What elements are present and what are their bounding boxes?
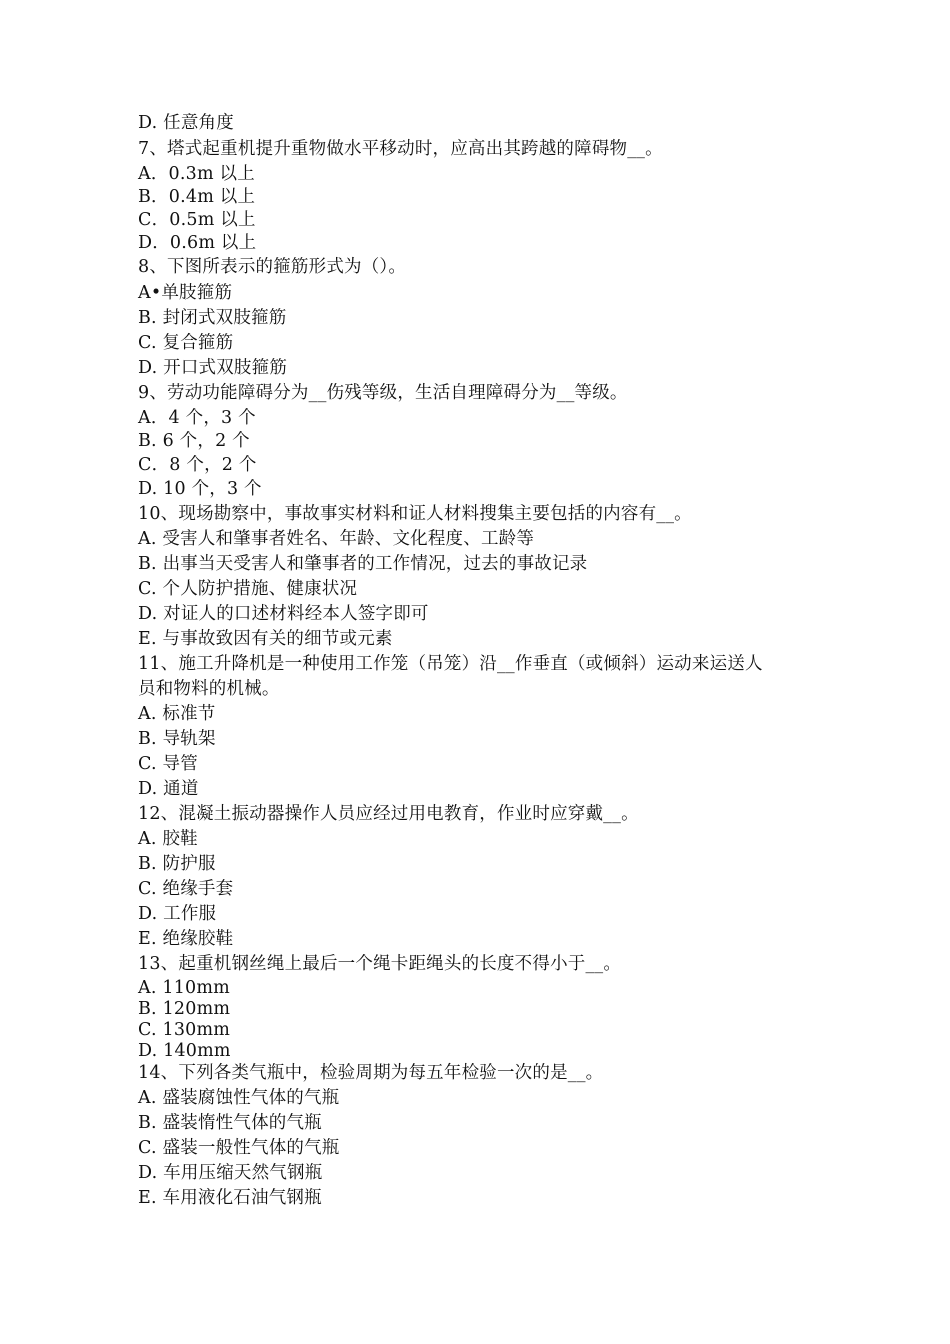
option-d-q14: D. 车用压缩天然气钢瓶 <box>138 1163 323 1183</box>
option-d-q7: D．0.6m 以上 <box>138 233 257 253</box>
option-b-q7: B．0.4m 以上 <box>138 187 256 207</box>
option-a-q10: A. 受害人和肇事者姓名、年龄、文化程度、工龄等 <box>138 529 535 549</box>
option-a-q8: A•单肢箍筋 <box>138 283 233 303</box>
option-c-q8: C. 复合箍筋 <box>138 333 234 353</box>
option-c-q9: C．8 个，2 个 <box>138 455 257 475</box>
question-8: 8、下图所表示的箍筋形式为（）。 <box>138 257 407 277</box>
option-d-q12: D. 工作服 <box>138 904 217 924</box>
option-c-q12: C. 绝缘手套 <box>138 879 234 899</box>
question-13: 13、起重机钢丝绳上最后一个绳卡距绳头的长度不得小于__。 <box>138 954 622 974</box>
option-e-q12: E. 绝缘胶鞋 <box>138 929 234 949</box>
option-b-q13: B. 120mm <box>138 999 231 1019</box>
option-c-q10: C. 个人防护措施、健康状况 <box>138 579 358 599</box>
option-d-q13: D. 140mm <box>138 1041 231 1061</box>
option-c-q13: C. 130mm <box>138 1020 231 1040</box>
option-e-q14: E. 车用液化石油气钢瓶 <box>138 1188 322 1208</box>
question-14: 14、下列各类气瓶中，检验周期为每五年检验一次的是__。 <box>138 1063 604 1083</box>
question-10: 10、现场勘察中，事故事实材料和证人材料搜集主要包括的内容有__。 <box>138 504 692 524</box>
option-c-q14: C. 盛装一般性气体的气瓶 <box>138 1138 340 1158</box>
option-b-q12: B. 防护服 <box>138 854 216 874</box>
option-a-q7: A．0.3m 以上 <box>138 164 255 184</box>
option-b-q8: B. 封闭式双肢箍筋 <box>138 308 287 328</box>
option-b-q11: B. 导轨架 <box>138 729 216 749</box>
option-b-q9: B. 6 个，2 个 <box>138 431 250 451</box>
option-d-q11: D. 通道 <box>138 779 199 799</box>
option-d-q9: D. 10 个，3 个 <box>138 479 262 499</box>
option-a-q12: A. 胶鞋 <box>138 829 198 849</box>
option-a-q9: A．4 个，3 个 <box>138 408 256 428</box>
option-b-q10: B. 出事当天受害人和肇事者的工作情况，过去的事故记录 <box>138 554 588 574</box>
option-e-q10: E. 与事故致因有关的细节或元素 <box>138 629 393 649</box>
option-a-q13: A. 110mm <box>138 978 230 998</box>
option-a-q11: A. 标准节 <box>138 704 216 724</box>
question-11: 11、施工升降机是一种使用工作笼（吊笼）沿__作垂直（或倾斜）运动来运送人 <box>138 654 763 674</box>
option-b-q14: B. 盛装惰性气体的气瓶 <box>138 1113 322 1133</box>
option-c-q11: C. 导管 <box>138 754 198 774</box>
option-d-q6: D. 任意角度 <box>138 113 234 133</box>
question-12: 12、混凝土振动器操作人员应经过用电教育，作业时应穿戴__。 <box>138 804 639 824</box>
question-9: 9、劳动功能障碍分为__伤残等级，生活自理障碍分为__等级。 <box>138 383 628 403</box>
option-d-q8: D. 开口式双肢箍筋 <box>138 358 288 378</box>
option-d-q10: D. 对证人的口述材料经本人签字即可 <box>138 604 429 624</box>
option-c-q7: C．0.5m 以上 <box>138 210 256 230</box>
question-7: 7、塔式起重机提升重物做水平移动时，应高出其跨越的障碍物__。 <box>138 139 663 159</box>
option-a-q14: A. 盛装腐蚀性气体的气瓶 <box>138 1088 340 1108</box>
question-11-continued: 员和物料的机械。 <box>138 679 280 699</box>
